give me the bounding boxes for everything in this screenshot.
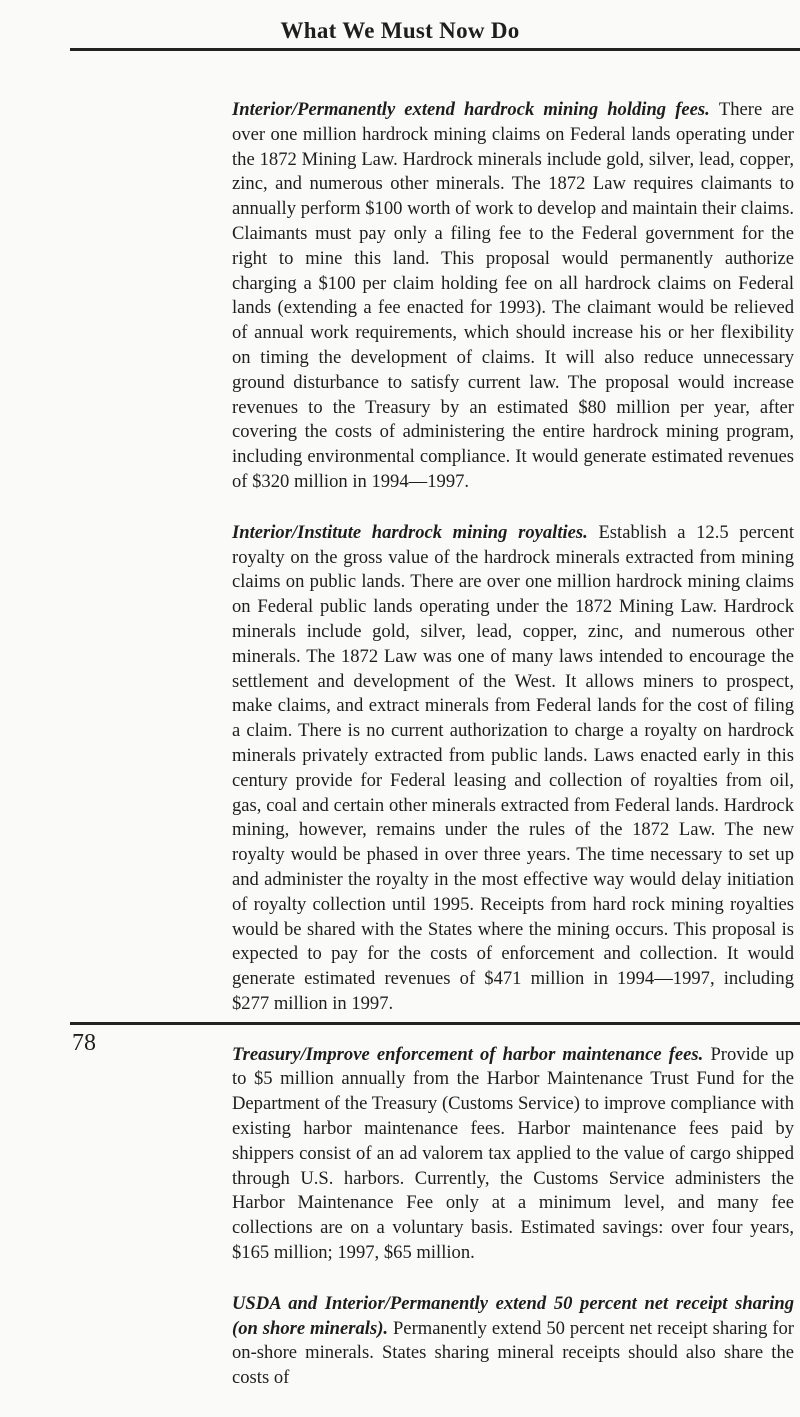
paragraph-title: Interior/Permanently extend hardrock mining holding fees. — [232, 99, 719, 120]
paragraph-net-receipt-sharing — [232, 1292, 794, 1391]
footer-rule — [70, 1022, 800, 1025]
page-content — [232, 98, 794, 1417]
paragraph-body: Permanently extend 50 percent net receipt sharing for on-shore minerals. States sharing mineral receipts should also share the costs of — [232, 1317, 794, 1389]
paragraph-hardrock-holding-fees — [232, 98, 794, 495]
paragraph-harbor-maintenance-fees — [232, 1043, 794, 1266]
paragraph-body: Provide up to $5 million annually from the Harbor Maintenance Trust Fund for the Department of the Treasury (Customs Service) to improve compliance with existing harbor maintenance fees. Harbor maintenance fees paid by shippers consist of an ad valorem tax applied to the value of cargo shipped through U.S. harbors. Currently, the Customs Service administers the Harbor Maintenance Fee only at a minimum level, and many fee collections are on a voluntary basis. Estimated savings: over four years, $165 million; 1997, $65 million. — [232, 1043, 794, 1264]
page-number: 78 — [72, 1030, 96, 1056]
paragraph-body: There are over one million hardrock mining claims on Federal lands operating under the 1872 Mining Law. Hardrock minerals include gold, silver, lead, copper, zinc, and numerous other minerals. The 1872 Law requires claimants to annually perform $100 worth of work to develop and maintain their claims. Claimants must pay only a filing fee to the Federal government for the right to mine this land. This proposal would permanently authorize charging a $100 per claim holding fee on all hardrock claims on Federal lands (extending a fee enacted for 1993). The claimant would be relieved of annual work requirements, which should increase his or her flexibility on timing the development of claims. It will also reduce unnecessary ground disturbance to satisfy current law. The proposal would increase revenues to the Treasury by an estimated $80 million per year, after covering the costs of administering the entire hardrock mining program, including environmental compliance. It would generate estimated revenues of $320 million in 1994—1997. — [232, 99, 794, 492]
paragraph-title: Interior/Institute hardrock mining royalties. — [232, 521, 599, 543]
page-header-title: What We Must Now Do — [280, 18, 520, 43]
header-rule — [70, 48, 800, 51]
paragraph-body: Establish a 12.5 percent royalty on the gross value of the hardrock minerals extracted from mining claims on public lands. There are over one million hardrock mining claims on Federal public lands operating under the 1872 Mining Law. Hardrock minerals include gold, silver, lead, copper, zinc, and numerous other minerals. The 1872 Law was one of many laws intended to encourage the settlement and development of the West. It allows miners to prospect, make claims, and extract minerals from Federal lands for the cost of filing a claim. There is no current authorization to charge a royalty on hardrock minerals privately extracted from public lands. Laws enacted early in this century provide for Federal leasing and collection of royalties from oil, gas, coal and certain other minerals extracted from Federal lands. Hardrock mining, however, remains under the rules of the 1872 Law. The new royalty would be phased in over three years. The time necessary to set up and administer the royalty in the most effective way would delay initiation of royalty collection until 1995. Receipts from hard rock mining royalties would be shared with the States where the mining occurs. This proposal is expected to pay for the costs of enforcement and collection. It would generate estimated revenues of $471 million in 1994—1997, including $277 million in 1997. — [232, 521, 794, 1014]
paragraph-hardrock-royalties — [232, 521, 794, 1017]
paragraph-title: Treasury/Improve enforcement of harbor maintenance fees. — [232, 1043, 711, 1065]
paragraph-title: USDA and Interior/Permanently extend 50 percent net receipt sharing (on shore minerals). — [232, 1292, 794, 1339]
